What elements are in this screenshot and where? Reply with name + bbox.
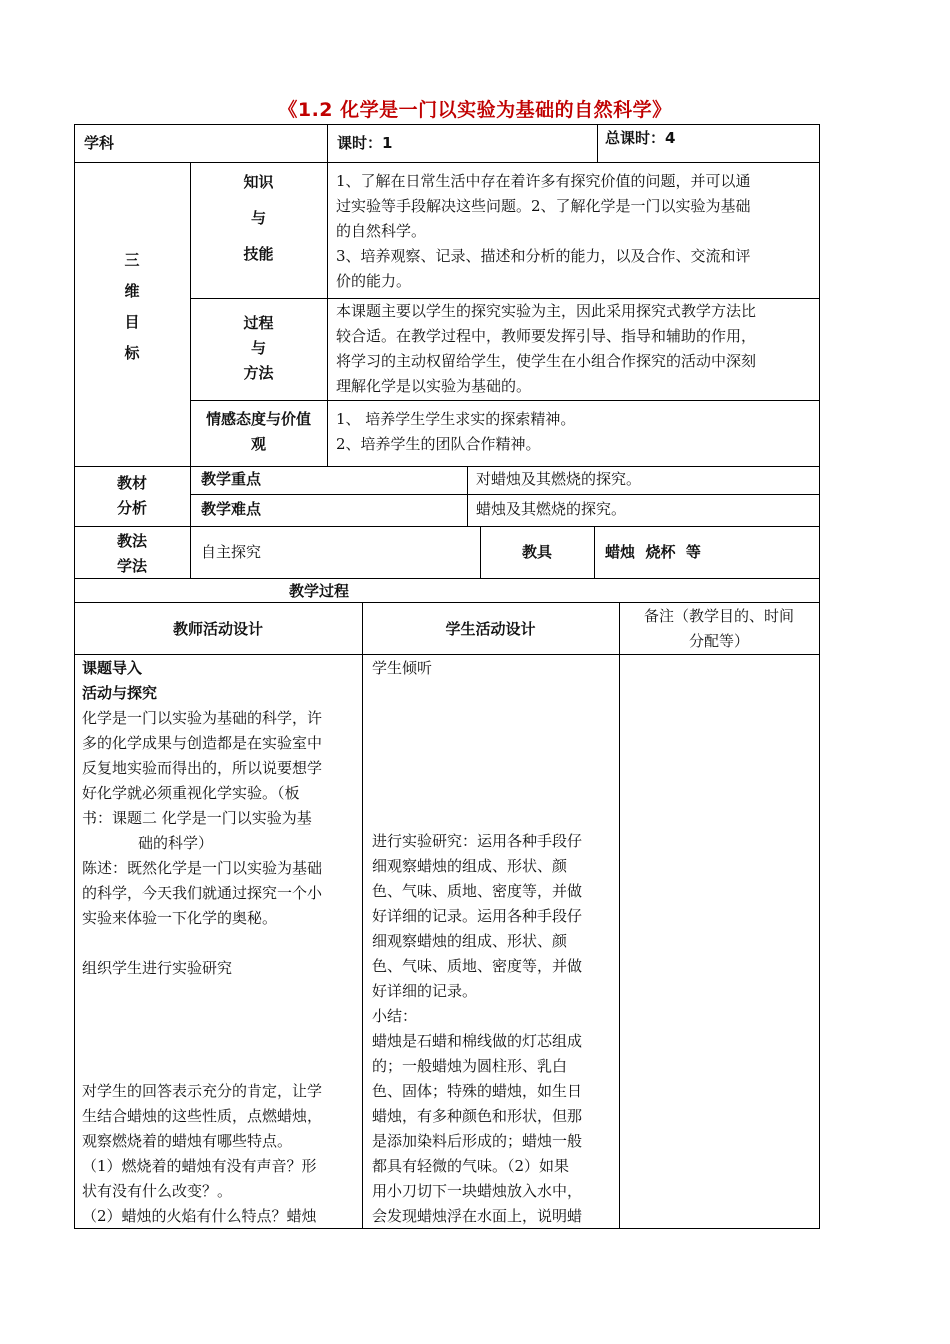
method-value: 自主探究 [201,543,262,561]
knowledge-content [336,169,751,294]
process-method-content [336,299,756,399]
label-char: 标 [124,344,140,362]
student-activity-content [372,829,582,1229]
text-line: 用小刀切下一块蜡烛放入水中， [372,1182,583,1200]
text-line: 实验来体验一下化学的奥秘。 [82,909,278,927]
text-line: 色、气味、质地、密度等，并做 [372,882,583,900]
process-heading: 教学过程 [289,582,350,600]
text-line: 将学习的主动权留给学生，使学生在小组合作探究的活动中深刻 [336,352,757,370]
text-line: 生结合蜡烛的这些性质，点燃蜡烛， [82,1107,323,1125]
label-char: 目 [124,313,140,331]
label-line: 与 [250,339,266,357]
grid-line [190,494,820,495]
material-label [74,471,190,521]
text-line: 色、气味、质地、密度等，并做 [372,957,583,975]
teacher-activity-header: 教师活动设计 [172,620,263,638]
grid-line [74,466,820,467]
lesson-hours: 课时：1 [337,134,393,152]
text-line: 蜡烛，有多种颜色和形状，但那 [372,1107,583,1125]
text-line: 会发现蜡烛浮在水面上，说明蜡 [372,1207,583,1225]
key-point-label: 教学重点 [201,470,262,488]
total-hours: 总课时：4 [605,129,676,147]
text-line: 反复地实验而得出的，所以说要想学 [82,759,323,777]
grid-line [467,466,468,526]
label-line: 分配等） [688,632,749,650]
text-line: 1、 培养学生学生求实的探索精神。 [336,410,576,428]
text-line: 进行实验研究：运用各种手段仔 [372,832,583,850]
document-title: 《1.2 化学是一门以实验为基础的自然科学》 [278,99,672,121]
text-line: 3、培养观察、记录、描述和分析的能力，以及合作、交流和评 [336,247,751,265]
difficulty-value: 蜡烛及其燃烧的探究。 [476,500,627,518]
text-line: 理解化学是以实验为基础的。 [336,377,532,395]
label-line: 知识 [243,173,274,191]
grid-line [594,526,595,578]
text-line: 组织学生进行实验研究 [82,959,233,977]
text-line: 础的科学） [138,834,214,852]
grid-line [619,602,620,1228]
student-listen: 学生倾听 [372,659,433,677]
grid-line [327,162,328,466]
text-line: 本课题主要以学生的探究实验为主，因此采用探究式教学方法比 [336,302,757,320]
text-line: 蜡烛是石蜡和棉线做的灯芯组成 [372,1032,583,1050]
text-line: 是添加染料后形成的；蜡烛一般 [372,1132,583,1150]
difficulty-label: 教学难点 [201,500,262,518]
text-line: （1）燃烧着的蜡烛有没有声音？形 [82,1157,317,1175]
label-char: 三 [124,251,140,269]
teacher-activity-content [82,656,322,981]
label-line: 情感态度与价值 [205,410,311,428]
text-line: 较合适。在教学过程中，教师要发挥引导、指导和辅助的作用， [336,327,757,345]
subject-label: 学科 [84,134,115,152]
grid-line [74,162,820,163]
label-line: 备注（教学目的、时间 [643,607,794,625]
text-line: 陈述：既然化学是一门以实验为基础 [82,859,323,877]
grid-line [74,602,820,603]
grid-line [74,526,820,527]
text-line: 1、了解在日常生活中存在着许多有探究价值的问题，并可以通 [336,172,751,190]
grid-line [327,124,328,162]
attitude-label [190,407,327,457]
label-line: 学法 [116,557,147,575]
text-line: 状有没有什么改变？。 [82,1182,233,1200]
text-line: 书：课题二 化学是一门以实验为基 [82,809,312,827]
tools-value: 蜡烛 烧杯 等 [605,543,701,561]
text-line: 细观察蜡烛的组成、形状、颜 [372,932,568,950]
teacher-activity-questions [82,1079,322,1229]
text-line: 小结： [372,1007,418,1025]
text-line: 色、固体；特殊的蜡烛，如生日 [372,1082,583,1100]
label-line: 教材 [116,474,147,492]
text-line: 好详细的记录。 [372,982,478,1000]
text-line: 好化学就必须重视化学实验。（板 [82,784,300,802]
label-char: 维 [124,282,140,300]
grid-line [819,124,820,1229]
text-line: 观察燃烧着的蜡烛有哪些特点。 [82,1132,293,1150]
text-line: 的科学，今天我们就通过探究一个小 [82,884,323,902]
text-line: 过实验等手段解决这些问题。2、了解化学是一门以实验为基础 [336,197,751,215]
grid-line [74,654,820,655]
text-line: 细观察蜡烛的组成、形状、颜 [372,857,568,875]
text-line: 的；一般蜡烛为圆柱形、乳白 [372,1057,568,1075]
text-line: 化学是一门以实验为基础的科学，许 [82,709,323,727]
text-line: 的自然科学。 [336,222,427,240]
label-line: 过程 [243,314,274,332]
text-line: 2、培养学生的团队合作精神。 [336,435,541,453]
label-line: 分析 [116,499,147,517]
grid-line [362,602,363,1228]
text-line: 都具有轻微的气味。（2）如果 [372,1157,570,1175]
spacer [82,931,322,956]
tools-label: 教具 [521,543,552,561]
objectives-section-label [74,245,190,369]
grid-line [74,124,820,125]
label-line: 技能 [243,245,274,263]
method-label [74,529,190,579]
text-line: 好详细的记录。运用各种手段仔 [372,907,583,925]
label-line: 与 [250,209,266,227]
grid-line [597,124,598,162]
label-line: 观 [250,435,266,453]
note-header [619,604,819,654]
attitude-content [336,407,575,457]
grid-line [190,400,820,401]
text-line: 对学生的回答表示充分的肯定，让学 [82,1082,323,1100]
text-line: 价的能力。 [336,272,412,290]
label-line: 方法 [243,364,274,382]
label-line: 教法 [116,532,147,550]
activity-title: 活动与探究 [82,684,158,702]
key-point-value: 对蜡烛及其燃烧的探究。 [476,470,642,488]
process-method-label [190,311,327,386]
knowledge-label [190,164,327,272]
text-line: 多的化学成果与创造都是在实验室中 [82,734,323,752]
text-line: （2）蜡烛的火焰有什么特点？蜡烛 [82,1207,317,1225]
student-activity-header: 学生活动设计 [445,620,536,638]
intro-title: 课题导入 [82,659,143,677]
